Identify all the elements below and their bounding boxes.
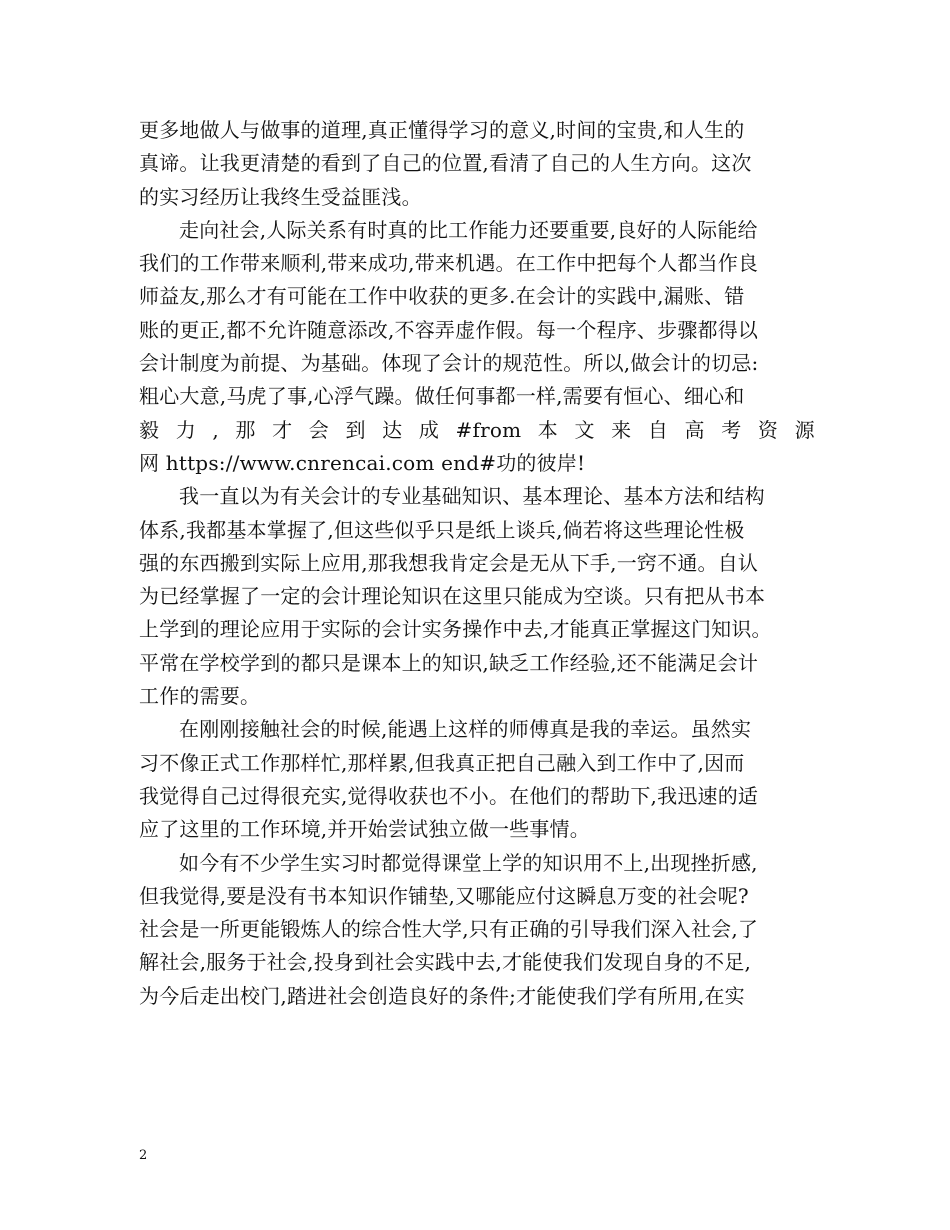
- text-line: 平常在学校学到的都只是课本上的知识,缺乏工作经验,还不能满足会计: [139, 650, 759, 675]
- spread-char: 那: [235, 417, 256, 442]
- spread-char: 成: [418, 417, 440, 442]
- document-body: [139, 114, 815, 1013]
- spread-char: 资: [757, 417, 779, 442]
- text-line: 粗心大意,马虎了事,心浮气躁。做任何事都一样,需要有恒心、细心和: [139, 384, 745, 409]
- text-line: 更多地做人与做事的道理,真正懂得学习的意义,时间的宝贵,和人生的: [139, 118, 745, 142]
- text-line: 上学到的理论应用于实际的会计实务操作中去,才能真正掌握这门知识。: [139, 617, 772, 642]
- spread-char: 来: [611, 417, 632, 442]
- text-line: 网 https://www.cnrencai.com end#功的彼岸!: [139, 450, 586, 475]
- paragraph-start-line: 走向社会,人际关系有时真的比工作能力还要重要,良好的人际能给: [179, 217, 758, 242]
- text-line: 师益友,那么才有可能在工作中收获的更多.在会计的实践中,漏账、错: [139, 284, 745, 309]
- spread-char: 文: [574, 417, 595, 442]
- text-line: 我们的工作带来顺利,带来成功,带来机遇。在工作中把每个人都当作良: [139, 251, 759, 276]
- spread-char: 力: [175, 417, 196, 442]
- text-line: 强的东西搬到实际上应用,那我想我肯定会是无从下手,一窍不通。自认: [139, 550, 759, 575]
- spread-char: 才: [272, 417, 293, 442]
- spread-char: 达: [382, 417, 403, 442]
- text-line: 解社会,服务于社会,投身到社会实践中去,才能使我们发现自身的不足,: [139, 950, 752, 975]
- text-line: 真谛。让我更清楚的看到了自己的位置,看清了自己的人生方向。这次: [139, 151, 752, 176]
- text-line: 习不像正式工作那样忙,那样累,但我真正把自己融入到工作中了,因而: [139, 750, 745, 775]
- spread-char: 会: [308, 417, 329, 442]
- spread-char: 本: [537, 417, 558, 442]
- text-line: 为今后走出校门,踏进社会创造良好的条件;才能使我们学有所用,在实: [139, 983, 745, 1008]
- paragraph-start-line: 在刚刚接触社会的时候,能遇上这样的师傅真是我的幸运。虽然实: [179, 717, 752, 742]
- text-line: 工作的需要。: [139, 684, 261, 709]
- text-line: 我觉得自己过得很充实,觉得收获也不小。在他们的帮助下,我迅速的适: [139, 783, 759, 808]
- paragraph-start-line: 如今有不少学生实习时都觉得课堂上学的知识用不上,出现挫折感,: [179, 850, 758, 875]
- paragraph-start-line: 我一直以为有关会计的专业基础知识、基本理论、基本方法和结构: [179, 484, 765, 509]
- text-line: 为已经掌握了一定的会计理论知识在这里只能成为空谈。只有把从书本: [139, 584, 766, 609]
- text-line: 账的更正,都不允许随意添改,不容弄虚作假。每一个程序、步骤都得以: [139, 317, 759, 342]
- text-line: 但我觉得,要是没有书本知识作铺垫,又哪能应付这瞬息万变的社会呢?: [139, 883, 749, 908]
- text-line: 会计制度为前提、为基础。体现了会计的规范性。所以,做会计的切忌:: [139, 351, 759, 376]
- spread-text-line: [139, 414, 815, 447]
- spread-char: ,: [212, 417, 219, 442]
- spread-char: 源: [794, 417, 815, 442]
- text-line: 应了这里的工作环境,并开始尝试独立做一些事情。: [139, 817, 590, 842]
- text-line: 的实习经历让我终生受益匪浅。: [139, 184, 422, 209]
- spread-char: 毅: [139, 417, 160, 442]
- text-line: 社会是一所更能锻炼人的综合性大学,只有正确的引导我们深入社会,了: [139, 917, 759, 942]
- spread-char: 自: [647, 417, 669, 442]
- page-number: 2: [139, 1148, 148, 1163]
- spread-char: 到: [345, 417, 366, 442]
- text-line: 体系,我都基本掌握了,但这些似乎只是纸上谈兵,倘若将这些理论性极: [139, 517, 745, 542]
- spread-char: 考: [721, 417, 742, 442]
- spread-char: 高: [684, 417, 705, 442]
- spread-char: #from: [455, 417, 522, 442]
